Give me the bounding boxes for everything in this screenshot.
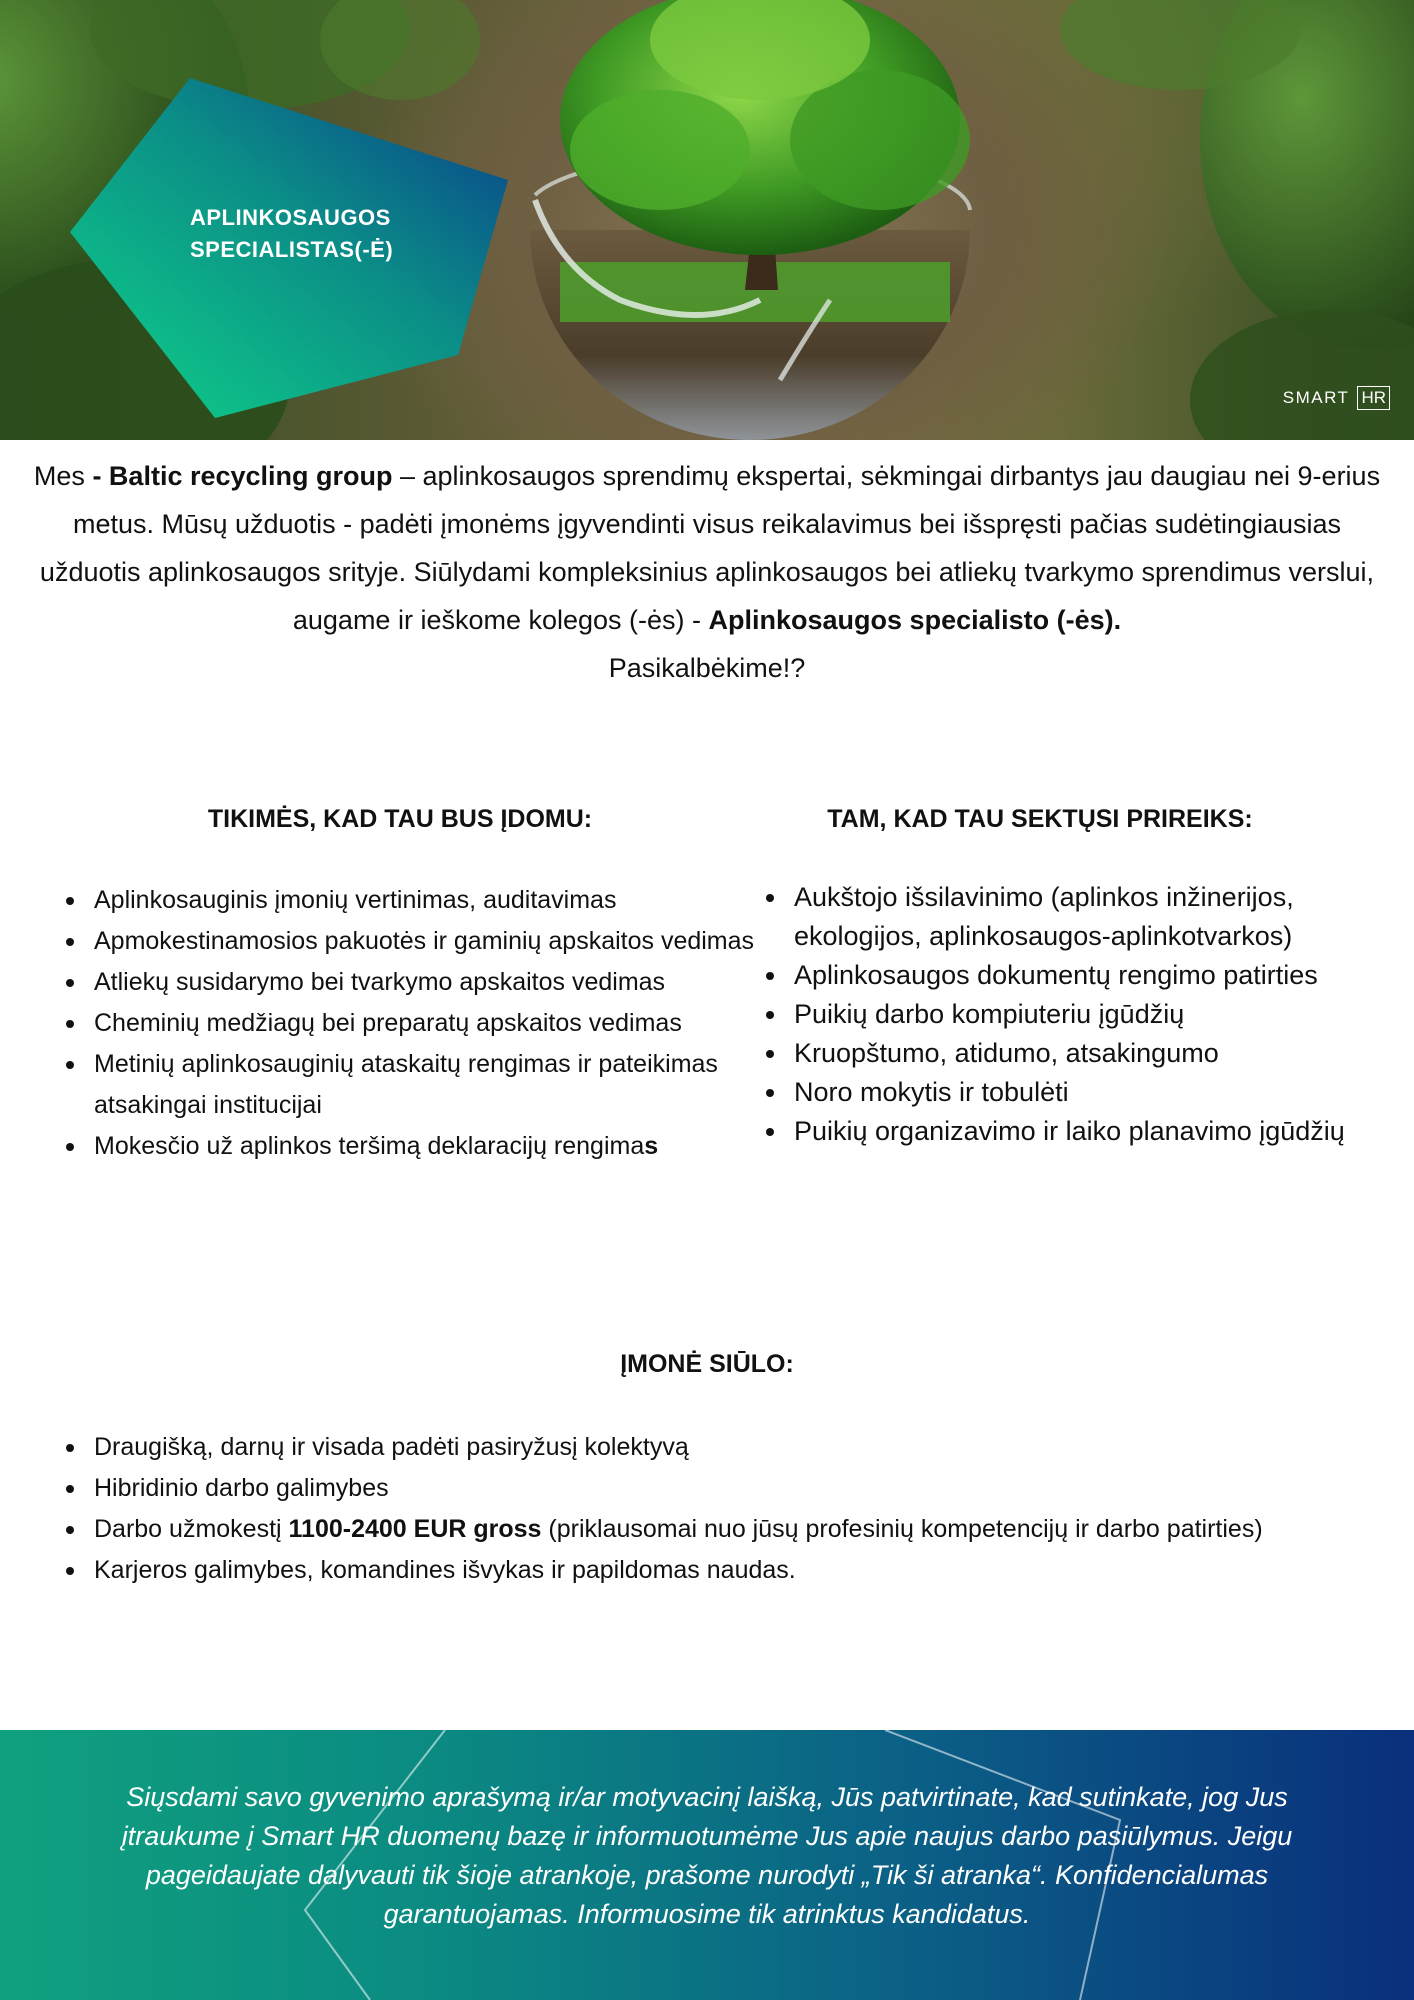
- footer-banner: [0, 1730, 1414, 2000]
- list-item: Aplinkosauginis įmonių vertinimas, auditavimas: [94, 880, 794, 921]
- list-item-text: (priklausomai nuo jūsų profesinių kompetencijų ir darbo patirties): [541, 1515, 1263, 1543]
- list-item: Atliekų susidarymo bei tvarkymo apskaitos vedimas: [94, 962, 794, 1003]
- list-item: [94, 1126, 794, 1167]
- list-item: Metinių aplinkosauginių ataskaitų rengimas ir pateikimas atsakingai institucijai: [94, 1044, 794, 1126]
- job-title-line-2: SPECIALISTAS(-Ė): [190, 237, 394, 262]
- list-item: Cheminių medžiagų bei preparatų apskaitos vedimas: [94, 1003, 794, 1044]
- list-item: Noro mokytis ir tobulėti: [794, 1073, 1394, 1112]
- list-item: Karjeros galimybes, komandines išvykas ir papildomas naudas.: [94, 1550, 1404, 1591]
- list-item-text: Darbo užmokestį: [94, 1515, 289, 1543]
- offer-list: [60, 1427, 1404, 1591]
- logo-box: HR: [1357, 386, 1390, 410]
- smart-hr-logo: [1283, 386, 1390, 410]
- logo-text: SMART: [1282, 388, 1350, 407]
- job-title-badge: [190, 202, 450, 266]
- hero-banner: [0, 0, 1414, 440]
- offer-heading: ĮMONĖ SIŪLO:: [620, 1350, 794, 1378]
- privacy-notice: Siųsdami savo gyvenimo aprašymą ir/ar motyvacinį laišką, Jūs patvirtinate, kad sutinkate, jog Jus įtraukume į Smart HR duomenų bazę ir informuotumėme Jus apie naujus darbo pasiūlymus. Jeigu pageidaujate dalyvauti tik šioje atrankoje, prašome nurodyti „Tik ši atranka“. Konfidencialumas garantuojamas. Informuosime tik atrinktus kandidatus.: [121, 1782, 1293, 1929]
- tasks-list: [60, 880, 794, 1167]
- position-name: Aplinkosaugos specialisto (-ės).: [708, 605, 1122, 635]
- list-item-bold-suffix: s: [644, 1132, 659, 1160]
- tasks-heading: TIKIMĖS, KAD TAU BUS ĮDOMU:: [207, 805, 593, 833]
- list-item: Hibridinio darbo galimybes: [94, 1468, 1404, 1509]
- intro-paragraph: [30, 452, 1384, 692]
- requirements-heading: TAM, KAD TAU SEKTŲSI PRIREIKS:: [827, 805, 1253, 833]
- job-title-line-1: APLINKOSAUGOS: [190, 205, 391, 230]
- salary-range: 1100-2400 EUR gross: [288, 1515, 542, 1543]
- intro-text-1: Mes: [33, 461, 93, 491]
- list-item: Draugišką, darnų ir visada padėti pasiryžusį kolektyvą: [94, 1427, 1404, 1468]
- intro-closing: Pasikalbėkime!?: [608, 653, 806, 683]
- list-item: Kruopštumo, atidumo, atsakingumo: [794, 1034, 1394, 1073]
- list-item: [94, 1509, 1404, 1550]
- intro-text-2: – aplinkosaugos sprendimų ekspertai, sėkmingai dirbantys jau daugiau nei 9-erius metus. Mūsų užduotis - padėti įmonėms įgyvendinti visus reikalavimus bei išspręsti pačias sudėtingiausias užduotis aplinkosaugos srityje. Siūlydami kompleksinius aplinkosaugos bei atliekų tvarkymo sprendimus verslui, augame ir ieškome kolegos (-ės) -: [39, 461, 1381, 635]
- list-item: Aukštojo išsilavinimo (aplinkos inžinerijos, ekologijos, aplinkosaugos-aplinkotvarkos): [794, 878, 1394, 956]
- company-name: - Baltic recycling group: [92, 461, 393, 491]
- list-item: Aplinkosaugos dokumentų rengimo patirties: [794, 956, 1394, 995]
- list-item: Puikių darbo kompiuteriu įgūdžių: [794, 995, 1394, 1034]
- requirements-list: [760, 878, 1394, 1151]
- list-item: Puikių organizavimo ir laiko planavimo įgūdžių: [794, 1112, 1394, 1151]
- list-item-text: Mokesčio už aplinkos teršimą deklaracijų rengima: [94, 1132, 645, 1160]
- list-item: Apmokestinamosios pakuotės ir gaminių apskaitos vedimas: [94, 921, 794, 962]
